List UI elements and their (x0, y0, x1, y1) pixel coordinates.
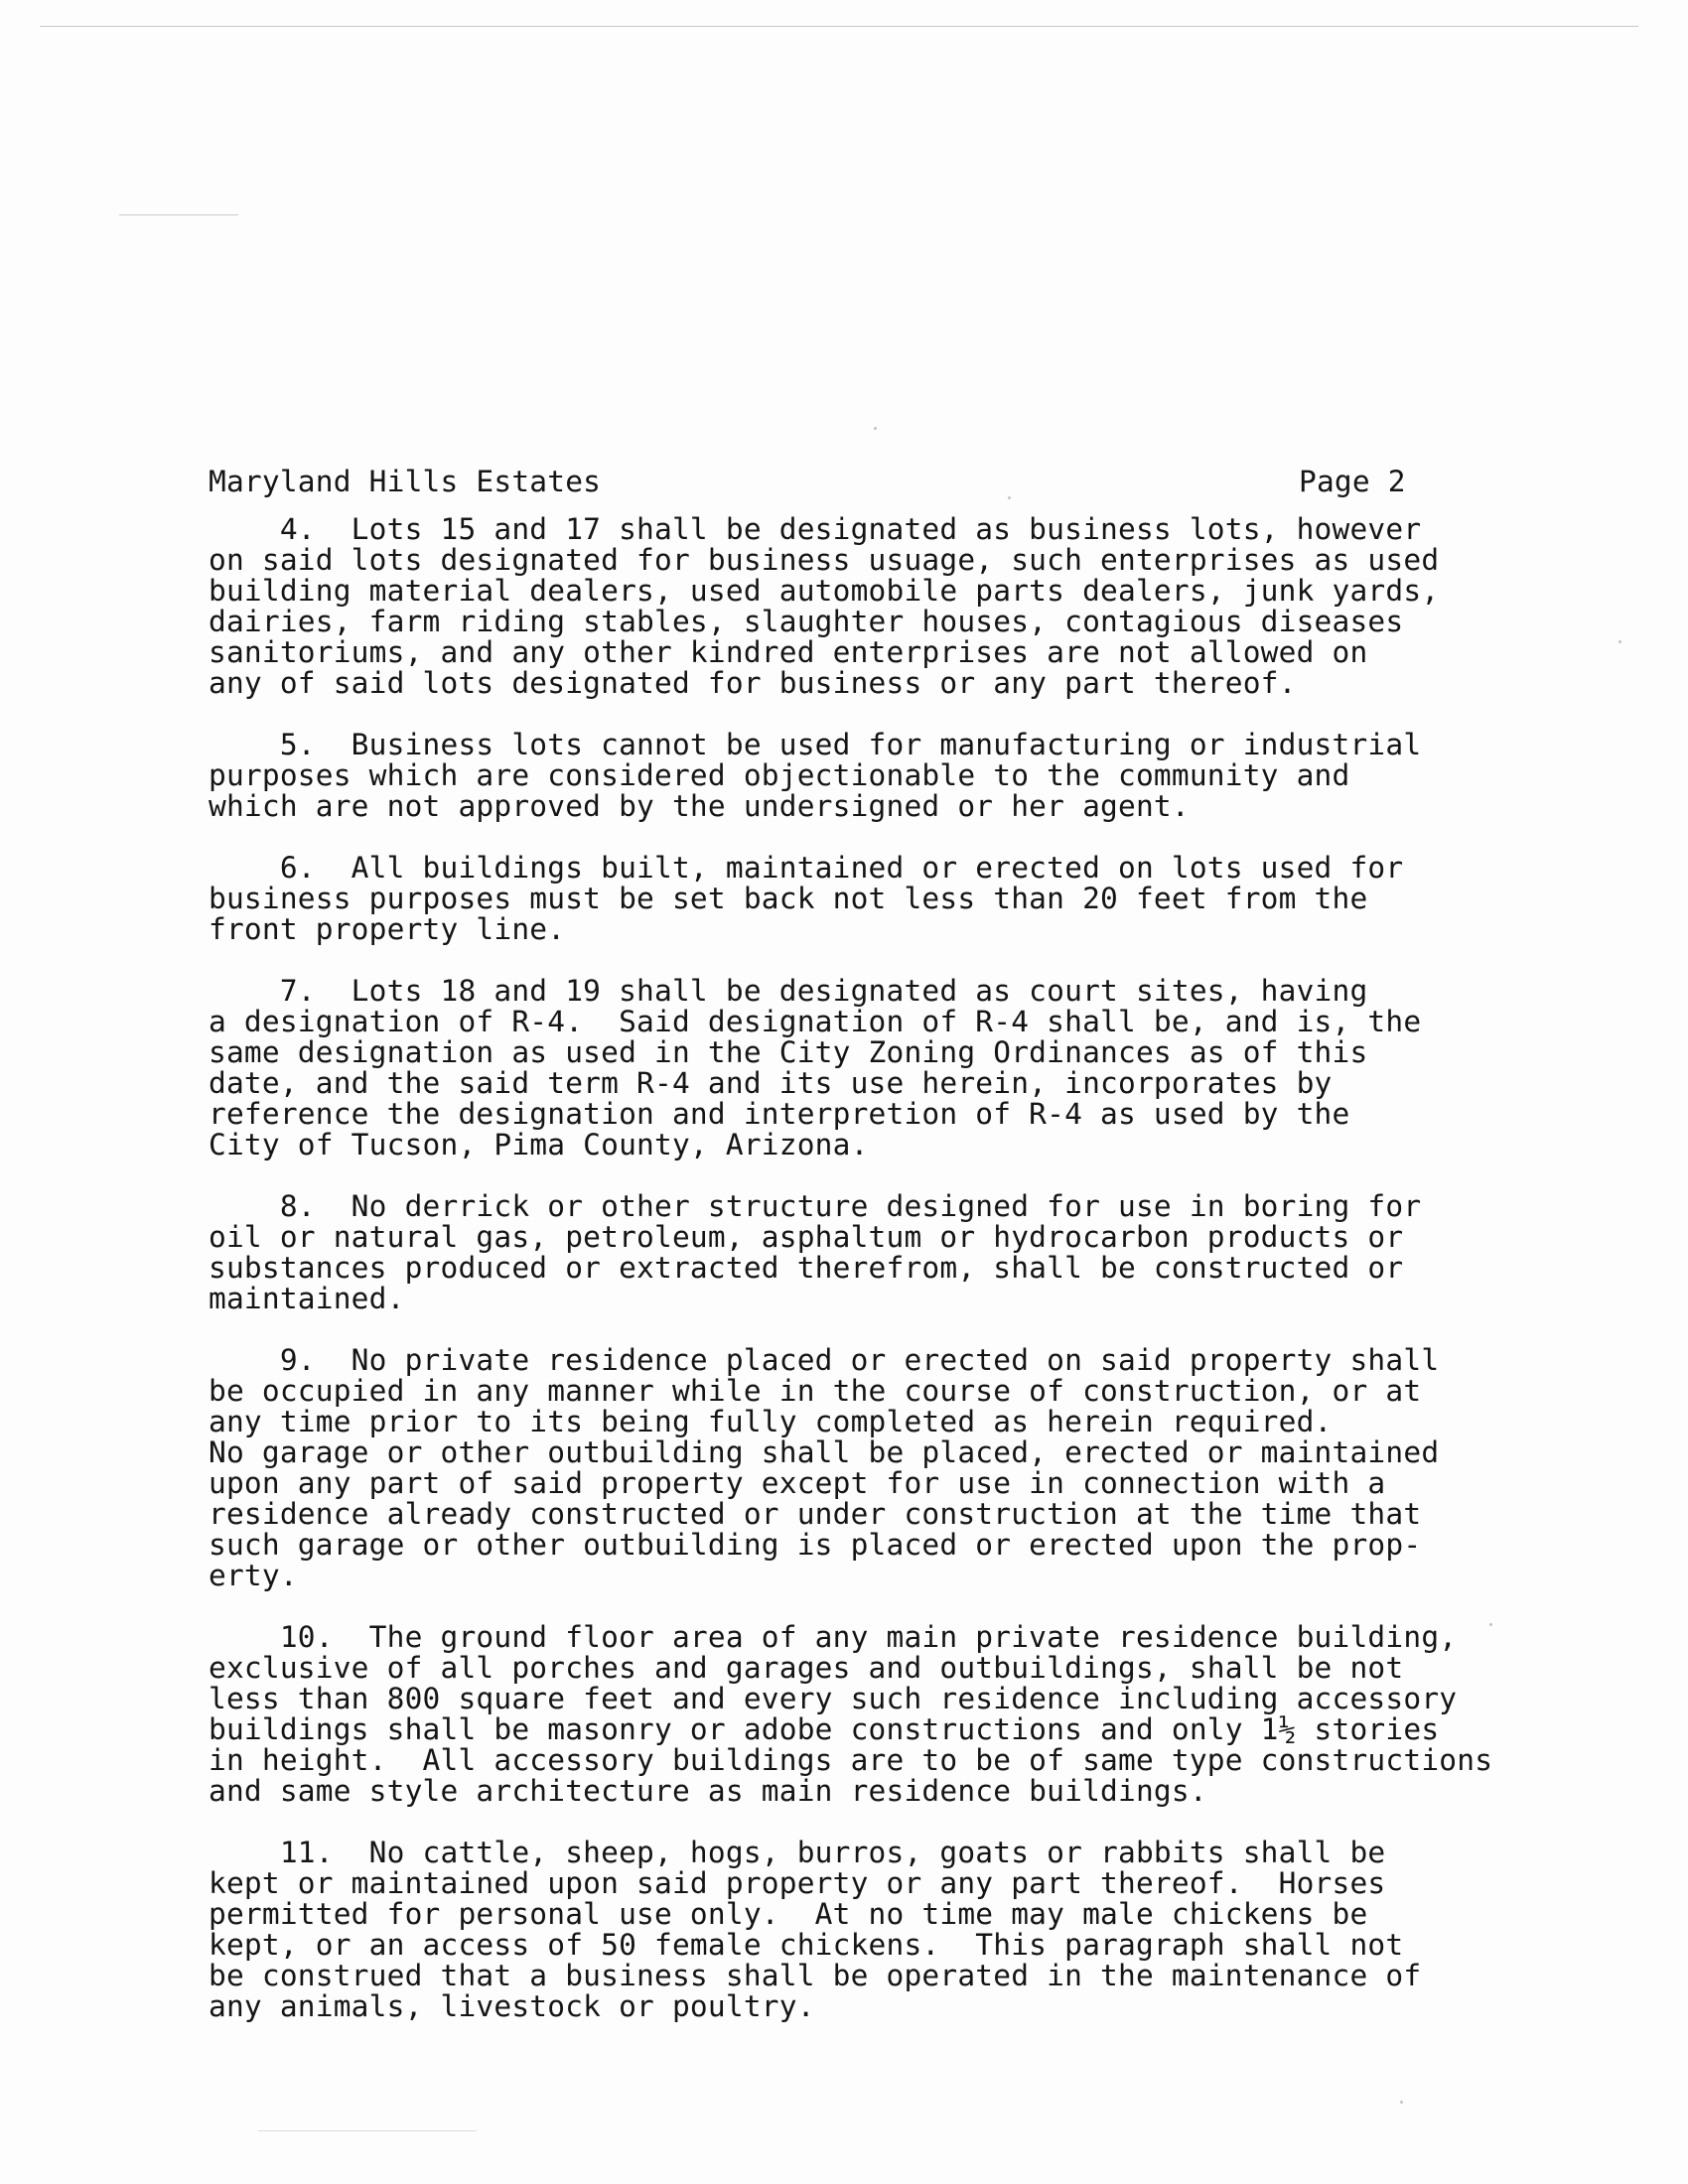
page-number: Page 2 (1299, 465, 1406, 498)
scan-artifact-bottom-line (258, 2130, 477, 2131)
document-body (209, 467, 1579, 2053)
scan-speck (874, 427, 877, 430)
scan-artifact-top-line (40, 26, 1638, 27)
paragraph: 7. Lots 18 and 19 shall be designated as court sites, having a designation of R-4. Said designation of R-4 shall be, and is, the same designation as used in the City Zoning Ordinances as of this date, and the said term R-4 and its use herein, incorporates by reference the designation and interpretion of R-4 as used by the City of Tucson, Pima County, Arizona. (209, 974, 1422, 1161)
paragraph: 11. No cattle, sheep, hogs, burros, goats or rabbits shall be kept or maintained upon said property or any part thereof. Horses permitted for personal use only. At no time may male chickens be kept, or an access of 50 female chickens. This paragraph shall not be construed that a business shall be operated in the maintenance of any animals, livestock or poultry. (209, 1836, 1422, 2023)
scan-speck (1618, 640, 1621, 643)
page-header (209, 467, 1579, 506)
paragraph-list (209, 514, 1579, 2022)
scan-artifact-short-line (119, 214, 238, 215)
paragraph: 9. No private residence placed or erected on said property shall be occupied in any manner while in the course of construction, or at any time prior to its being fully completed as herein required. No garage or other outbuilding shall be placed, erected or maintained upon any part of said property except for use in connection with a residence already constructed or under construction at the time that such garage or other outbuilding is placed or erected upon the prop- erty. (209, 1343, 1440, 1592)
scan-speck (1400, 2101, 1403, 2104)
paragraph: 8. No derrick or other structure designed for use in boring for oil or natural gas, petroleum, asphaltum or hydrocarbon products or substances produced or extracted therefrom, shall be constructed or maintained. (209, 1189, 1422, 1315)
paragraph: 6. All buildings built, maintained or erected on lots used for business purposes must be set back not less than 20 feet from the front property line. (209, 851, 1404, 946)
document-title: Maryland Hills Estates (209, 465, 602, 498)
paragraph: 5. Business lots cannot be used for manufacturing or industrial purposes which are considered objectionable to the community and which are not approved by the undersigned or her agent. (209, 728, 1422, 823)
paragraph: 10. The ground floor area of any main private residence building, exclusive of all porches and garages and outbuildings, shall be not less than 800 square feet and every such residence including accessory buildings shall be masonry or adobe constructions and only 1½ stories in height. All accessory buildings are to be of same type constructions and same style architecture as main residence buildings. (209, 1620, 1493, 1808)
paragraph: 4. Lots 15 and 17 shall be designated as business lots, however on said lots designated for business usuage, such enterprises as used building material dealers, used automobile parts dealers, junk yards, dairies, farm riding stables, slaughter houses, contagious diseases sanitoriums, and any other kindred enterprises are not allowed on any of said lots designated for business or any part thereof. (209, 512, 1440, 700)
